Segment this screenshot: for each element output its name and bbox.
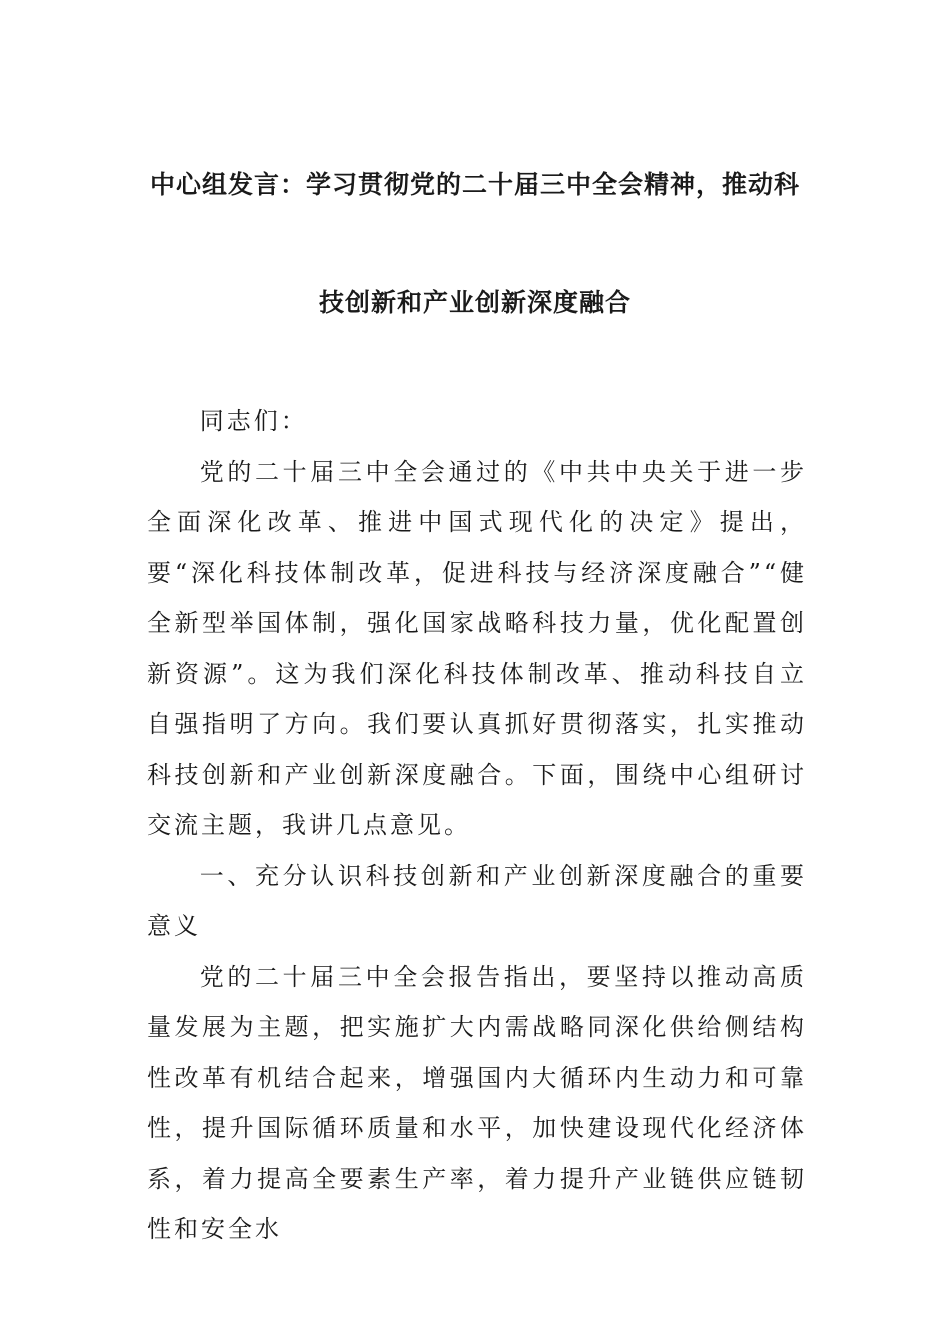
document-title-line-2: 技创新和产业创新深度融合 xyxy=(318,288,631,317)
document-body xyxy=(147,396,807,1255)
salutation: 同志们： xyxy=(199,407,308,435)
document-title-line-1: 中心组发言：学习贯彻党的二十届三中全会精神，推动科 xyxy=(149,170,800,199)
section-1-heading: 一、充分认识科技创新和产业创新深度融合的重要意义 xyxy=(147,861,807,940)
paragraph-2: 党的二十届三中全会报告指出，要坚持以推动高质量发展为主题，把实施扩大内需战略同深化供给侧结构性改革有机结合起来，增强国内大循环内生动力和可靠性，提升国际循环质量和水平，加快建设现代化经济体系，着力提高全要素生产率，着力提升产业链供应链韧性和安全水 xyxy=(147,962,807,1243)
paragraph-1: 党的二十届三中全会通过的《中共中央关于进一步全面深化改革、推进中国式现代化的决定》提出，要“深化科技体制改革，促进科技与经济深度融合”“健全新型举国体制，强化国家战略科技力量，优化配置创新资源”。这为我们深化科技体制改革、推动科技自立自强指明了方向。我们要认真抓好贯彻落实，扎实推动科技创新和产业创新深度融合。下面，围绕中心组研讨交流主题，我讲几点意见。 xyxy=(147,457,807,839)
